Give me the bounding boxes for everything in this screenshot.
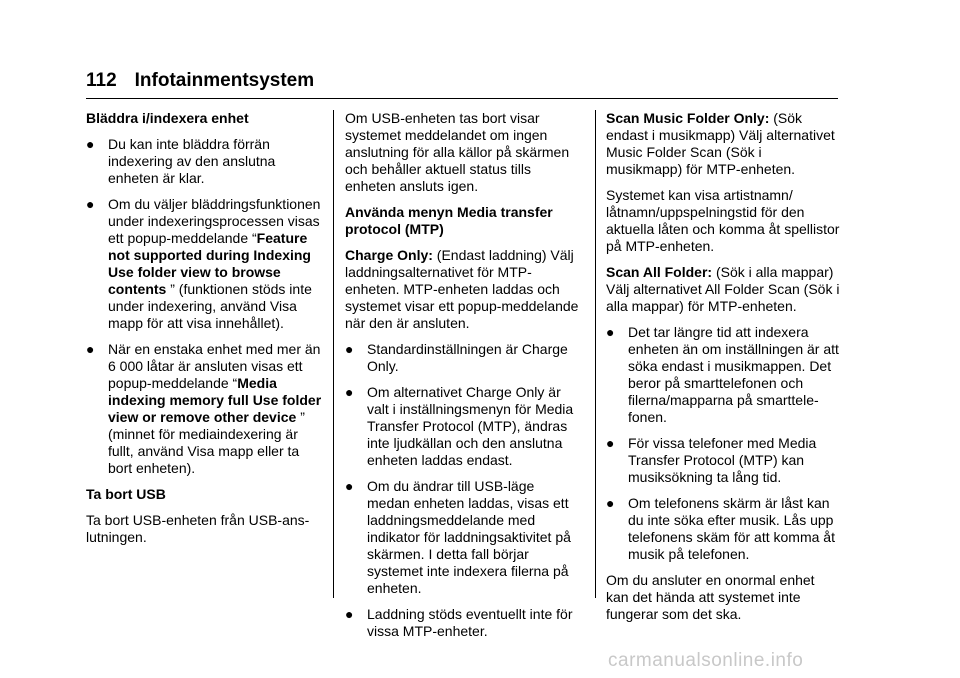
column-2 — [345, 110, 580, 649]
list-item — [86, 341, 326, 477]
list-item-bold: Feature not supported during Indexing Use folder view to browse contents — [108, 230, 311, 297]
list-item — [345, 478, 580, 597]
header-rule — [86, 98, 838, 99]
list-item-text: Om du ändrar till USB-läge medan enheten laddas, visas ett laddningsmeddelande med indikator för laddningsaktivitet på skärmen. I detta fall börjar systemet inte indexera filerna på enheten. — [367, 478, 571, 596]
watermark: carmanualsonline.info — [608, 650, 804, 671]
list-item — [86, 196, 326, 332]
bullet-icon: ● — [86, 196, 95, 212]
list-item-text: När en enstaka enhet med mer än 6 000 låtar är ansluten visas ett popup-meddelande “ — [108, 341, 321, 391]
page-header — [86, 70, 314, 92]
column-divider — [595, 110, 596, 598]
list-item — [345, 341, 580, 375]
term-label: Scan Music Folder Only: — [606, 110, 770, 126]
column-divider — [333, 110, 334, 598]
term-text: (Sök i alla mappar) Välj alternativet All Folder Scan (Sök i alla mappar) för MTP-enheten. — [606, 264, 840, 314]
paragraph — [606, 110, 840, 178]
bullet-icon: ● — [606, 324, 615, 340]
list-item-text: ” (funktionen stöds inte under indexering, använd Visa mapp för att visa innehållet). — [108, 281, 312, 331]
paragraph — [606, 264, 840, 315]
bullet-icon: ● — [606, 435, 615, 451]
paragraph: Systemet kan visa artistnamn/ låtnamn/uppspelningstid för den aktuella låten och komma åt spellistor på MTP-enheten. — [606, 187, 840, 254]
term-label: Charge Only: — [345, 247, 433, 263]
list-item — [606, 435, 840, 486]
list-item — [345, 384, 580, 469]
section-heading: Använda menyn Media transfer protocol (MTP) — [345, 204, 553, 237]
list-item — [606, 495, 840, 563]
section-heading: Ta bort USB — [86, 486, 166, 502]
page-number: 112 — [86, 70, 117, 91]
bullet-icon: ● — [345, 341, 354, 357]
column-3 — [606, 110, 840, 632]
list-item-text: Om telefonens skärm är låst kan du inte söka efter musik. Lås upp telefonens skäm för att komma åt musik på telefonen. — [628, 495, 835, 562]
bullet-icon: ● — [86, 136, 95, 152]
list-item-text: För vissa telefoner med Media Transfer Protocol (MTP) kan musiksökning ta lång tid. — [628, 435, 817, 485]
list-item — [345, 606, 580, 640]
term-label: Scan All Folder: — [606, 264, 713, 280]
list-item-text: Laddning stöds eventuellt inte för vissa MTP-enheter. — [367, 606, 573, 639]
bullet-icon: ● — [345, 606, 354, 622]
list-item-text: ” (minnet för mediaindexering är fullt, använd Visa mapp eller ta bort enheten). — [108, 409, 305, 476]
bullet-icon: ● — [345, 478, 354, 494]
bullet-icon: ● — [345, 384, 354, 400]
paragraph: Ta bort USB-enheten från USB-anslutningen. — [86, 512, 310, 545]
list-item-text: Om du väljer bläddringsfunktionen under indexeringsprocessen visas ett popup-meddelande “ — [108, 196, 321, 246]
bullet-icon: ● — [606, 495, 615, 511]
term-text: (Endast laddning) Välj laddningsalternativet för MTP-enheten. MTP-enheten laddas och systemet visar ett popup-meddelande när den är ansluten. — [345, 247, 579, 331]
bullet-icon: ● — [86, 341, 95, 357]
paragraph: Om du ansluter en onormal enhet kan det hända att systemet inte fungerar som det ska. — [606, 572, 815, 622]
list-item-text: Du kan inte bläddra förrän indexering av den anslutna enheten är klar. — [108, 136, 276, 186]
list-item-text: Om alternativet Charge Only är valt i inställningsmenyn för Media Transfer Protocol (MTP), ändras inte ljudkällan och den anslutna enheten laddas endast. — [367, 384, 574, 468]
paragraph: Om USB-enheten tas bort visar systemet meddelandet om ingen anslutning för alla källor på skärmen och behåller aktuell status tills enheten ansluts igen. — [345, 110, 570, 194]
list-item-text: Det tar längre tid att indexera enheten än om inställningen är att söka endast i musikmappen. Det beror på smarttelefonen och filerna/mapparna på smarttelefonen. — [628, 324, 839, 425]
list-item-text: Standardinställningen är Charge Only. — [367, 341, 568, 374]
list-item-bold: Media indexing memory full Use folder view or remove other device — [108, 375, 322, 425]
page-title: Infotainmentsystem — [134, 70, 315, 91]
list-item — [86, 136, 326, 187]
paragraph — [345, 247, 580, 332]
column-1 — [86, 110, 326, 555]
term-text: (Sök endast i musikmapp) Välj alternativet Music Folder Scan (Sök i musikmapp) för MTP-enheten. — [606, 110, 835, 177]
list-item — [606, 324, 840, 426]
section-heading: Bläddra i/indexera enhet — [86, 110, 249, 126]
